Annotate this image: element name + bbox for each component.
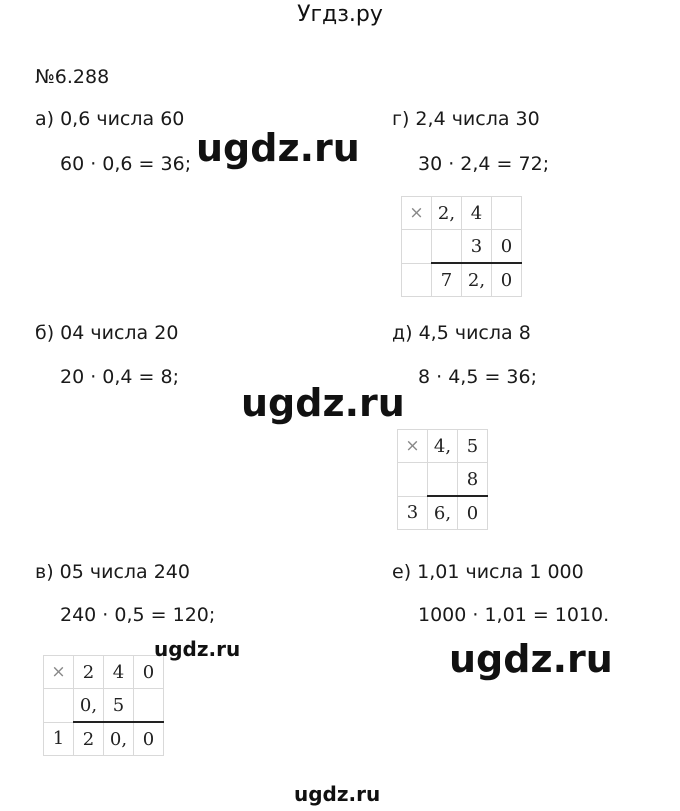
digit-cell: 7 (432, 263, 462, 297)
digit-cell: 2, (462, 263, 492, 297)
digit-cell (398, 463, 428, 497)
watermark-text: ugdz.ru (241, 381, 405, 425)
digit-cell (44, 689, 74, 723)
part-d-label: д) 4,5 числа 8 (392, 322, 531, 344)
part-b-label: б) 04 числа 20 (35, 322, 179, 344)
times-sign: × (402, 197, 432, 230)
watermark-text: ugdz.ru (154, 637, 241, 661)
digit-cell: 2, (432, 197, 462, 230)
part-a-label: а) 0,6 числа 60 (35, 108, 185, 130)
digit-cell: 5 (458, 430, 488, 463)
part-d-equation: 8 · 4,5 = 36; (418, 366, 538, 388)
digit-cell: 0 (458, 496, 488, 530)
digit-cell: 4 (462, 197, 492, 230)
part-e-equation: 1000 · 1,01 = 1010. (418, 604, 610, 626)
part-a-equation: 60 · 0,6 = 36; (60, 153, 192, 175)
digit-cell: 0, (104, 722, 134, 756)
digit-cell (492, 197, 522, 230)
site-title: Угдз.ру (297, 2, 383, 27)
digit-cell: 1 (44, 722, 74, 756)
digit-cell: 5 (104, 689, 134, 723)
digit-cell: 0 (492, 263, 522, 297)
digit-cell: 0 (134, 722, 164, 756)
part-b-equation: 20 · 0,4 = 8; (60, 366, 180, 388)
times-sign: × (398, 430, 428, 463)
digit-cell: 4 (104, 656, 134, 689)
watermark-text: ugdz.ru (294, 782, 381, 806)
digit-cell: 0 (492, 230, 522, 264)
watermark-text: ugdz.ru (449, 637, 613, 681)
digit-cell: 8 (458, 463, 488, 497)
times-sign: × (44, 656, 74, 689)
watermark-text: ugdz.ru (196, 126, 360, 170)
digit-cell (428, 463, 458, 497)
part-v-equation: 240 · 0,5 = 120; (60, 604, 216, 626)
part-v-label: в) 05 числа 240 (35, 561, 190, 583)
digit-cell: 6, (428, 496, 458, 530)
part-e-label: е) 1,01 числа 1 000 (392, 561, 584, 583)
digit-cell (432, 230, 462, 264)
digit-cell: 2 (74, 656, 104, 689)
digit-cell (402, 230, 432, 264)
part-g-label: г) 2,4 числа 30 (392, 108, 540, 130)
multiplication-table-v (43, 655, 164, 756)
digit-cell: 3 (462, 230, 492, 264)
multiplication-table-g (401, 196, 522, 297)
digit-cell: 0 (134, 656, 164, 689)
multiplication-table-d (397, 429, 488, 530)
digit-cell: 3 (398, 496, 428, 530)
digit-cell (402, 263, 432, 297)
digit-cell (134, 689, 164, 723)
task-number: №6.288 (35, 66, 110, 88)
digit-cell: 4, (428, 430, 458, 463)
part-g-equation: 30 · 2,4 = 72; (418, 153, 550, 175)
digit-cell: 0, (74, 689, 104, 723)
digit-cell: 2 (74, 722, 104, 756)
